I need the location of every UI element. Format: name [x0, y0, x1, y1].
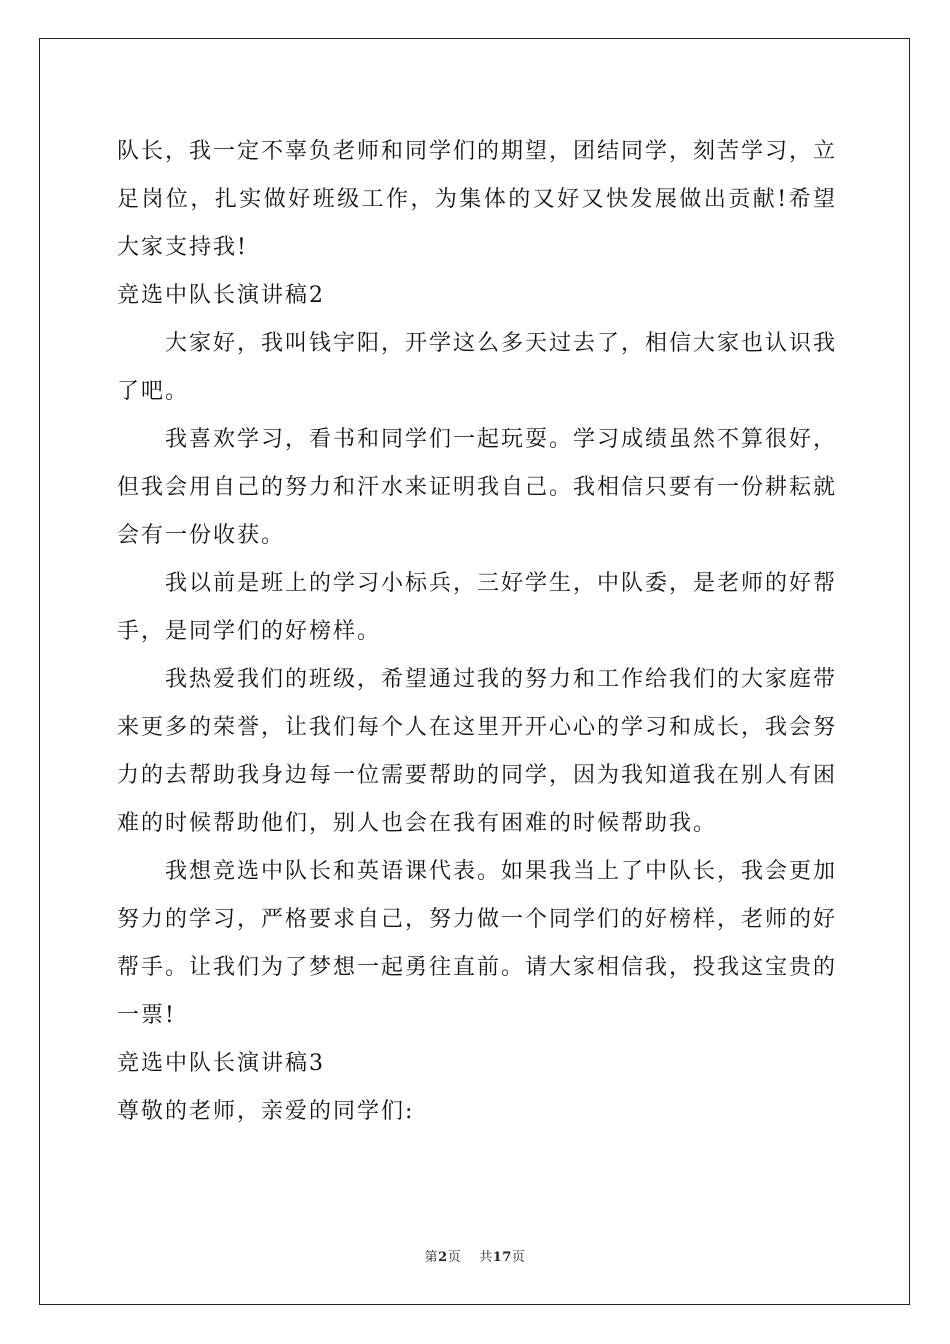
paragraph-salutation: 尊敬的老师，亲爱的同学们: — [117, 1099, 415, 1124]
paragraph-campaign: 我想竞选中队长和英语课代表。如果我当上了中队长，我会更加努力的学习，严格要求自己，努力做一个同学们的好榜样，老师的好帮手。让我们为了梦想一起勇往直前。请大家相信我，投我这宝贵的一票! — [117, 859, 838, 1028]
footer-page-prefix: 第 — [424, 1250, 439, 1265]
footer-total-suffix: 页 — [511, 1250, 526, 1265]
paragraph-love-class: 我热爱我们的班级，希望通过我的努力和工作给我们的大家庭带来更多的荣誉，让我们每个人在这里开开心心的学习和成长，我会努力的去帮助我身边每一位需要帮助的同学，因为我知道我在别人有困难的时候帮助他们，别人也会在我有困难的时候帮助我。 — [117, 667, 838, 836]
footer-page-number: 2 — [438, 1250, 448, 1265]
paragraph-greeting: 大家好，我叫钱宇阳，开学这么多天过去了，相信大家也认识我了吧。 — [117, 331, 838, 404]
footer-page-suffix: 页 — [447, 1250, 462, 1265]
document-body — [117, 128, 837, 1136]
page-footer — [0, 1246, 950, 1265]
paragraph-past-roles: 我以前是班上的学习小标兵，三好学生，中队委，是老师的好帮手，是同学们的好榜样。 — [117, 571, 838, 644]
paragraph-1: 队长，我一定不辜负老师和同学们的期望，团结同学，刻苦学习，立足岗位，扎实做好班级工作，为集体的又好又快发展做出贡献!希望大家支持我! — [117, 139, 838, 260]
section-heading-3: 竞选中队长演讲稿3 — [117, 1051, 325, 1076]
footer-total-pages: 17 — [492, 1250, 512, 1265]
section-heading-2: 竞选中队长演讲稿2 — [117, 283, 325, 308]
paragraph-hobbies: 我喜欢学习，看书和同学们一起玩耍。学习成绩虽然不算很好，但我会用自己的努力和汗水来证明我自己。我相信只要有一份耕耘就会有一份收获。 — [117, 427, 838, 548]
footer-total-prefix: 共 — [479, 1250, 493, 1265]
